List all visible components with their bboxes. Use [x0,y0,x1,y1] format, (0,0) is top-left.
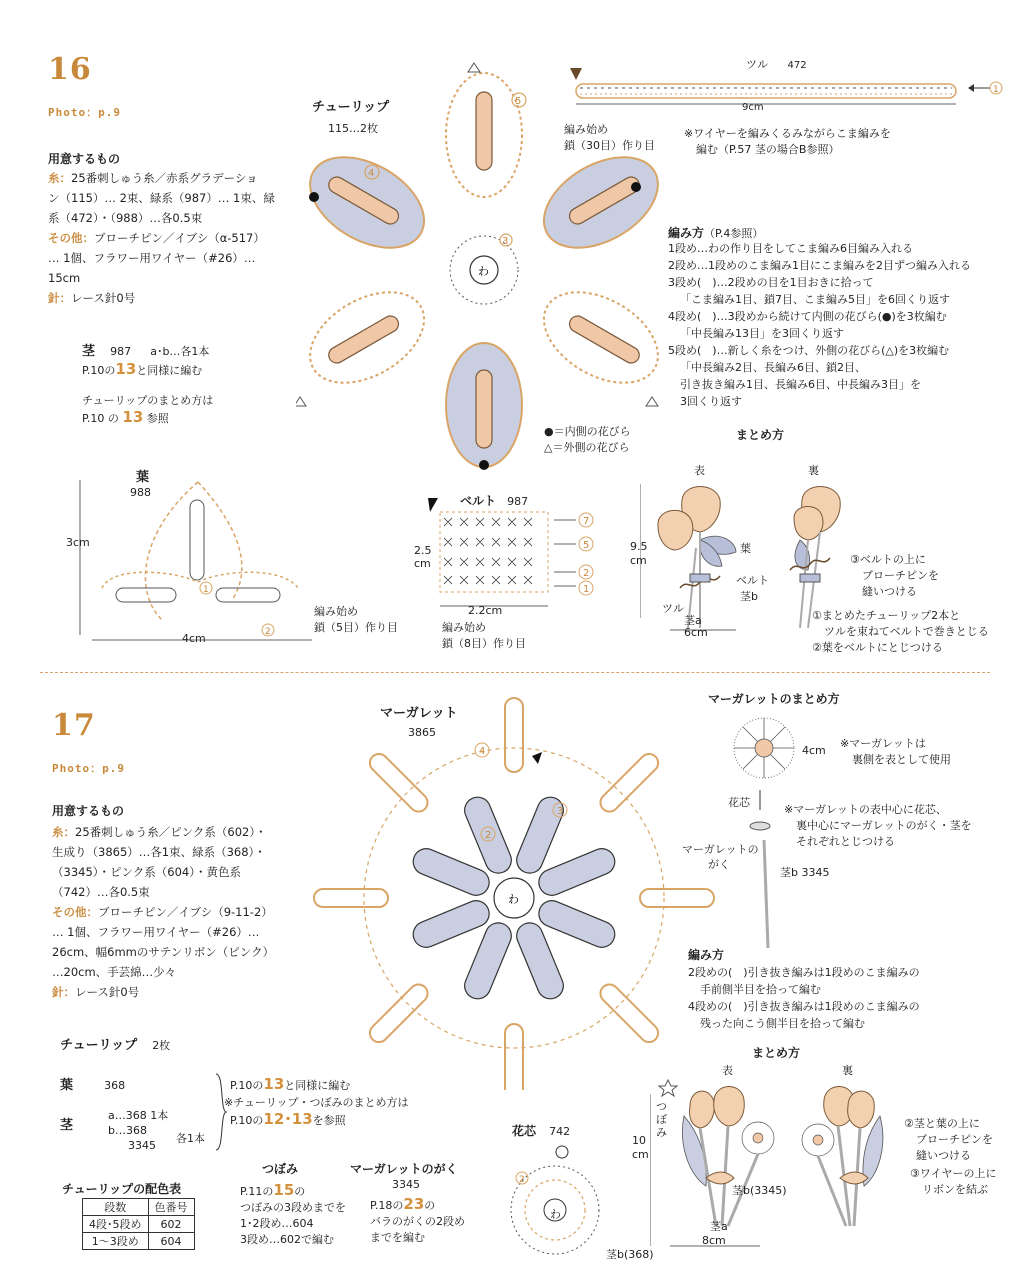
s16-stem-ref1: P.10の [82,364,116,377]
ct-header-rows: 段数 [83,1199,149,1216]
s17-assembly-width: 8cm [702,1234,726,1247]
s16-method-ref: （P.4参照） [704,227,764,240]
s17-front-label: 表 [722,1064,733,1077]
s16-prep-line-label: 糸： [48,171,71,185]
s16-prep-line-label: 針： [48,291,71,305]
s16-prep-line [48,188,280,208]
s16-tulip-note-ref2: 参照 [146,412,169,425]
s17-stem-each: 各1本 [176,1132,205,1145]
s16-belt-title: ベルト [460,494,497,508]
s17-mg-stemb: 茎b 3345 [780,866,830,879]
s17-note2a: ②茎と葉の上に [904,1117,980,1130]
s16-tulip-center: わ [478,265,489,278]
s16-note2: ②葉をベルトにとじつける [812,641,943,654]
s17-bud-l1a: P.11の [240,1185,274,1198]
s17-ref-l3a: P.10の [230,1114,264,1127]
s17-center-color: 742 [549,1125,571,1138]
legend-inner: ●＝内側の花びら [544,425,631,438]
s17-center-chart [500,1140,610,1264]
s16-vine-title: ツル [746,58,768,71]
s16-leaf-title: 葉 [136,470,150,485]
s17-mg-calyx [682,842,759,872]
s16-note12 [812,608,989,656]
s17-stem-a: a…368 1本 [108,1109,169,1122]
s16-vine-note [684,126,891,158]
s17-mg-note1a: ※マーガレットは [840,737,926,750]
ct-row1-color: 602 [148,1216,194,1233]
s17-tulip-title: チューリップ [60,1038,138,1053]
s16-vine-start2: 鎖（30目）作り目 [564,139,655,152]
s17-margaret-title: マーガレット [380,706,458,721]
s16-prep-line-label: その他： [48,231,94,245]
s16-note1a: ①まとめたチューリップ2本と [812,609,961,622]
svg-text:4: 4 [479,746,486,757]
s17-method-title: 編み方 [688,948,725,962]
s16-prep-title: 用意するもの [48,152,121,166]
s16-vine-start [564,122,655,154]
s17-mg-note2b: 裏中心にマーガレットのがく・茎を [796,819,972,832]
s17-bud-title: つぼみ [262,1162,299,1176]
s17-back-label: 裏 [842,1064,853,1077]
s16-prep-line-text: 25番刺しゅう糸／赤系グラデーショ [71,171,258,185]
s17-prep-line-text: （3345）・ピンク系（604）・黄色系 [52,865,241,879]
s16-method-line: 2段め…1段めのこま編み1目にこま編みを2目ずつ編み入れる [668,259,971,272]
s17-stem-lines [108,1108,168,1153]
s16-tulip-note-line1: チューリップのまとめ方は [82,394,214,407]
s17-stemb3345-callout: 茎b(3345) [732,1184,787,1197]
s17-prep-line [52,962,284,982]
s16-note3b: ブローチピンを [862,569,939,582]
s16-prep-line-text: ン（115）… 2束、緑系（987）… 1束、緑 [48,191,275,205]
s17-mg-calyx2: がく [708,858,730,871]
s17-note2c: 縫いつける [916,1149,971,1162]
s17-calyx-l2: バラのがくの2段め [370,1215,465,1228]
s17-leaf-title: 葉 [60,1078,74,1093]
s16-vine-width: 9cm [742,102,764,113]
s17-method-l1: 2段めの( )引き抜き編みは1段めのこま編みの [688,966,920,979]
s16-tulip-legend [544,424,631,456]
s16-tulip-note [82,392,213,427]
s16-stem-ref-num: 13 [115,360,137,378]
s16-method-line: 「こま編み1目、鎖7目、こま編み5目」を6回くり返す [680,293,950,306]
s16-assembly-height-unit: cm [630,554,647,567]
s17-tulip-label [60,1034,170,1053]
s17-calyx-color: 3345 [392,1178,420,1191]
s16-method-line: 引き抜き編み1目、長編み6目、中長編み3目」を [680,378,921,391]
s17-prep-line-label: その他： [52,905,98,919]
s16-note3c: 縫いつける [862,585,917,598]
s17-mg-core: 花芯 [728,796,750,809]
s16-method-line: 「中長編み13目」を3回くり返す [680,327,844,340]
s16-method-line: 1段め…わの作り目をしてこま編み6目編み入れる [668,242,913,255]
s16-leaf-color: 988 [130,486,151,499]
s16-prep-line [48,168,280,188]
s16-stemb-callout: 茎b [740,590,758,603]
s17-ref-l1b: と同様に編む [284,1079,351,1092]
s17-assembly-height-unit: cm [632,1148,649,1161]
s16-belt-start1: 編み始め [442,621,486,634]
s17-prep-list [52,822,284,1002]
s17-calyx-l1a: P.18の [370,1199,404,1212]
section-divider [40,672,990,673]
s17-color-table [82,1198,195,1250]
s17-prep-line-text: … 1個、フラワー用ワイヤー（#26）… [52,925,260,939]
s17-bud-l4: 3段め…602で編む [240,1233,334,1246]
s16-prep-line-text: … 1個、フラワー用ワイヤー（#26）… [48,251,256,265]
section-17-photo-ref: Photo：p.9 [52,762,125,775]
s16-leaf-width: 4cm [182,632,206,645]
s16-tulip-note-ref1: P.10 の [82,412,119,425]
s17-note3b: リボンを結ぶ [922,1183,988,1196]
s17-calyx-lines [370,1196,465,1246]
s17-prep-line-text: 生成り（3865）…各1束、緑系（368）・ [52,845,266,859]
s16-leaf-callout: 葉 [740,542,751,555]
s17-center-center: わ [550,1208,561,1221]
s16-method-title [668,222,763,241]
s17-prep-line-text: …20cm、手芸綿…少々 [52,965,177,979]
svg-text:2: 2 [583,568,590,579]
svg-text:5: 5 [583,540,590,551]
s16-prep-line-text: 系（472）・（988）…各0.5束 [48,211,203,225]
s17-note3 [910,1166,997,1198]
s16-vine-color: 472 [787,60,807,71]
s17-calyx-title: マーガレットのがく [350,1162,458,1176]
s17-assembly-height [632,1134,649,1162]
s16-tulip-title: チューリップ [312,100,390,115]
s16-prep-list [48,168,280,308]
s16-prep-line [48,228,280,248]
s17-prep-line [52,922,284,942]
s17-bud-l2: つぼみの3段めまでを [240,1201,346,1214]
s17-method-lines [688,964,1008,1032]
s16-stem-block [82,340,209,379]
s17-stem-title: 茎 [60,1118,74,1133]
s16-method-title-text: 編み方 [668,226,705,240]
s16-leaf-start1: 編み始め [314,605,358,618]
s17-prep-title: 用意するもの [52,804,125,818]
s17-mg-note1 [840,736,951,768]
s16-method-line: 4段め( )…3段めから続けて内側の花びら(●)を3枚編む [668,310,947,323]
s17-assembly-title: まとめ方 [752,1046,801,1060]
s17-prep-line [52,842,284,862]
s16-belt-start [442,620,526,652]
s16-assembly-title: まとめ方 [736,428,785,442]
s17-bud-callout: つぼみ [656,1100,667,1139]
s17-prep-line [52,862,284,882]
svg-text:2: 2 [485,830,492,841]
s16-method-line: 5段め( )…新しく糸をつけ、外側の花びら(△)を3枚編む [668,344,950,357]
s16-prep-line [48,288,280,308]
s17-leaf-color: 368 [104,1079,126,1092]
s17-stemb368-callout: 茎b(368) [606,1248,654,1261]
s17-note2b: ブローチピンを [916,1133,993,1146]
s17-method-l3: 4段めの( )引き抜き編みは1段めのこま編みの [688,1000,920,1013]
s17-prep-line-text: ブローチピン／イブシ（9-11-2） [98,905,273,919]
s16-vine-note1: ※ワイヤーを編みくるみながらこま編みを [684,127,891,140]
s17-mg-note1b: 裏側を表として使用 [852,753,951,766]
section-16-number: 16 [48,52,92,87]
s17-stem-b2: 3345 [128,1139,156,1152]
svg-text:2: 2 [265,627,271,637]
svg-text:2: 2 [519,1175,525,1185]
s16-note1b: ツルを束ねてベルトで巻きとじる [824,625,989,638]
s17-note3a: ③ワイヤーの上に [910,1167,997,1180]
s17-bud-lines [240,1182,346,1248]
ct-row2-color: 604 [148,1233,194,1250]
s17-prep-line [52,942,284,962]
section-16-photo-ref: Photo：p.9 [48,106,121,119]
s17-prep-line [52,882,284,902]
s17-stema-callout: 茎a [710,1220,728,1233]
s16-leaf-height: 3cm [66,536,90,549]
s17-bud-l3: 1･2段め…604 [240,1217,314,1230]
s16-prep-line-text: レース針0号 [71,291,136,305]
s17-mg-flower-icon [730,714,810,784]
s17-prep-line [52,982,284,1002]
s17-mg-note2a: ※マーガレットの表中心に花芯、 [784,803,947,816]
svg-text:3: 3 [502,236,509,247]
s16-belt-height-unit: cm [414,557,431,570]
ct-row2-rows: 1〜3段め [83,1233,149,1250]
s16-belt-color: 987 [507,495,529,508]
s16-prep-line [48,248,280,268]
s16-prep-line [48,208,280,228]
s16-vine-chart [560,64,1010,114]
svg-text:1: 1 [203,585,209,595]
s17-mg-size: 4cm [802,744,826,757]
s16-tulip-count: 115…2枚 [328,122,378,135]
s17-margaret-chart [300,690,720,1090]
s17-center-label [512,1120,570,1139]
s17-method-l2: 手前側半目を拾って編む [700,983,821,996]
s17-method-l4: 残った向こう側半目を拾って編む [700,1017,865,1030]
s17-center-title: 花芯 [512,1124,537,1138]
s16-prep-line [48,268,280,288]
s16-stem-title: 茎 [82,344,96,359]
s17-brace [214,1072,228,1152]
s17-ref-l2: ※チューリップ・つぼみのまとめ方は [224,1096,409,1109]
s17-prep-line-text: 26cm、幅6mmのサテンリボン（ピンク） [52,945,275,959]
s17-mg-note2c: それぞれとじつける [796,835,895,848]
s17-calyx-l1b: の [424,1199,436,1212]
s17-color-table-title: チューリップの配色表 [62,1182,182,1196]
s17-ref-num1: 13 [263,1075,285,1093]
s17-prep-line [52,902,284,922]
s16-leaf-chart [72,470,332,650]
s16-prep-line-text: ブローチピン／イブシ（α-517） [94,231,265,245]
s16-stema-callout: 茎a [684,614,702,627]
ct-header-color: 色番号 [148,1199,194,1216]
s16-vine-start1: 編み始め [564,123,608,136]
s17-calyx-l3: までを編む [370,1231,425,1244]
s16-prep-line-text: 15cm [48,271,81,285]
svg-text:7: 7 [583,516,590,527]
s17-note2 [904,1116,993,1164]
s16-leaf-start2: 鎖（5目）作り目 [314,621,398,634]
s16-stem-color: 987 [110,345,132,358]
s16-method-line: 3段め( )…2段めの目を1目おきに拾って [668,276,874,289]
s17-bud-l1b: の [294,1185,306,1198]
s16-method-line: 「中長編み2目、長編み6目、鎖2目、 [680,361,866,374]
ct-row1-rows: 4段･5段め [83,1216,149,1233]
s16-tulip-note-num: 13 [122,408,144,426]
legend-outer: △＝外側の花びら [544,441,630,454]
s17-ref [224,1075,409,1129]
s17-prep-line-label: 糸： [52,825,75,839]
s16-belt-chart [424,494,604,614]
s17-prep-line-text: 25番刺しゅう糸／ピンク系（602）・ [75,825,267,839]
s16-leaf-start [314,604,398,636]
s16-assembly-height-val: 9.5 [630,540,648,553]
s17-tulip-count: 2枚 [152,1039,171,1052]
s16-vine-note2: 編む（P.57 茎の場合B参照） [696,143,840,156]
s16-belt-width: 2.2cm [468,604,503,617]
s17-stem-b: b…368 [108,1124,147,1137]
s17-prep-line-text: （742）…各0.5束 [52,885,150,899]
s17-mg-note2 [784,802,972,850]
s17-leaf-label [60,1074,125,1093]
s17-margaret-center: わ [508,893,519,906]
s16-stem-ab: a･b…各1本 [150,345,210,358]
svg-text:1: 1 [993,85,999,95]
s17-ref-l3b: を参照 [312,1114,346,1127]
s16-method-list [668,240,1018,410]
s17-ref-l1a: P.10の [230,1079,264,1092]
s17-prep-line-text: レース針0号 [75,985,140,999]
s16-assembly-width: 6cm [684,626,708,639]
svg-text:5: 5 [515,96,522,107]
s17-mg-assembly-title: マーガレットのまとめ方 [708,692,840,706]
s17-calyx-num: 23 [403,1195,425,1213]
s17-ref-num2: 12･13 [263,1110,313,1128]
s16-note3a: ③ベルトの上に [850,553,926,566]
s17-margaret-color: 3865 [408,726,436,739]
s16-stem-ref2: と同様に編む [136,364,203,377]
s17-mg-calyx1: マーガレットの [682,843,759,856]
s16-front-label: 表 [694,464,705,477]
s17-bud-num: 15 [273,1181,295,1199]
svg-text:3: 3 [557,806,564,817]
s17-prep-line [52,822,284,842]
s16-vine-callout: ツル [662,602,684,615]
s17-assembly-height-val: 10 [632,1134,646,1147]
s16-belt-callout: ベルト [736,574,769,587]
s16-belt-height-val: 2.5 [414,544,432,557]
s16-note3 [850,552,939,600]
svg-text:1: 1 [583,584,590,595]
s16-method-line: 3回くり返す [680,395,742,408]
s16-stem-ref [82,361,209,379]
s17-prep-line-label: 針： [52,985,75,999]
section-17-number: 17 [52,708,96,743]
s16-belt-start2: 鎖（8目）作り目 [442,637,526,650]
svg-text:4: 4 [368,168,375,179]
s16-back-label: 裏 [808,464,819,477]
